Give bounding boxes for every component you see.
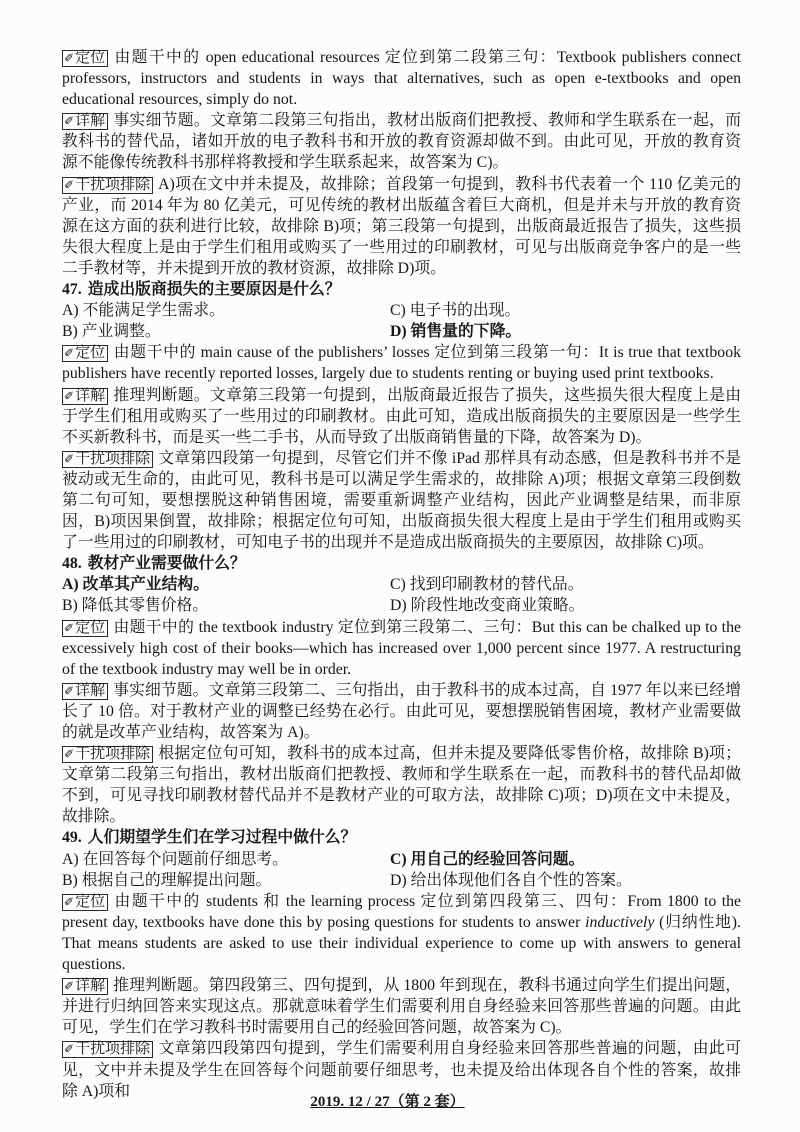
paragraph-text: 由题干中的 the textbook industry 定位到第三段第二、三句：But this can be chalked up to the excessively high cost of their books—which has increased over 1,000 percent since 1977. A restructuring of the textbook industry may well be in order. bbox=[62, 618, 741, 678]
locate-label bbox=[62, 345, 108, 362]
option-d: D) 给出体现他们各自个性的答案。 bbox=[390, 871, 632, 889]
question-stem bbox=[62, 553, 741, 574]
pencil-icon: ✐ bbox=[64, 683, 75, 698]
label-text: 详解 bbox=[75, 113, 106, 130]
paragraph-text: 事实细节题。文章第二段第三句指出，教材出版商们把教授、教师和学生联系在一起，而教科书的替代品，诸如开放的电子教科书和开放的教育资源却做不到。由此可见，开放的教育资源不能像传统教科书那样将教授和学生联系起来，故答案为 C)。 bbox=[62, 112, 741, 172]
option-c: C) 用自己的经验回答问题。 bbox=[390, 850, 585, 868]
question-number: 47. bbox=[62, 281, 82, 299]
question-stem bbox=[62, 279, 741, 300]
label-text: 干扰项排除 bbox=[75, 1041, 151, 1058]
question-number: 49. bbox=[62, 829, 82, 847]
paragraph-text: 由题干中的 students 和 the learning process 定位到第四段第三、四句：From 1800 to the present day, textbooks have done this by posing questions for students to answer bbox=[62, 892, 741, 931]
distractor-paragraph bbox=[62, 743, 741, 827]
option-d: D) 阶段性地改变商业策略。 bbox=[390, 597, 585, 615]
options bbox=[62, 849, 741, 891]
italic-term: inductively bbox=[585, 913, 655, 931]
label-text: 详解 bbox=[75, 387, 106, 404]
label-text: 干扰项排除 bbox=[75, 176, 151, 193]
paragraph-text: 推理判断题。文章第三段第一句提到，出版商最近报告了损失，这些损失很大程度上是由于学生们租用或购买了一些用过的印刷教材。由此可知，造成出版商损失的主要原因是一些学生不买新教科书，而是买一些二手书，从而导致了出版商销售量的下降，故答案为 D)。 bbox=[62, 386, 741, 446]
locate-paragraph bbox=[62, 617, 741, 680]
label-text: 定位 bbox=[75, 345, 106, 362]
question-text: 造成出版商损失的主要原因是什么？ bbox=[87, 281, 341, 299]
pencil-icon: ✐ bbox=[64, 979, 75, 994]
explain-paragraph bbox=[62, 975, 741, 1038]
option-c: C) 找到印刷教材的替代品。 bbox=[390, 576, 584, 594]
option-b: B) 根据自己的理解提出问题。 bbox=[62, 871, 272, 889]
pencil-icon: ✐ bbox=[64, 747, 75, 762]
paragraph-text: 推理判断题。第四段第三、四句提到，从 1800 年到现在，教科书通过向学生们提出问题，并进行归纳回答来实现这点。那就意味着学生们需要利用自身经验来回答那些普遍的问题。由此可见，学生们在学习教科书时需要用自己的经验回答问题，故答案为 C)。 bbox=[62, 977, 741, 1037]
pencil-icon: ✐ bbox=[64, 620, 75, 635]
locate-label bbox=[62, 894, 108, 911]
paragraph-text: 由题干中的 open educational resources 定位到第二段第三句：Textbook publishers connect professors, instructors and students in ways that alternatives, such as open e-textbooks and open educational resources, simply do not. bbox=[62, 49, 741, 109]
distractor-label bbox=[62, 746, 153, 763]
pencil-icon: ✐ bbox=[64, 177, 75, 192]
question-number: 48. bbox=[62, 555, 82, 573]
locate-paragraph bbox=[62, 891, 741, 975]
distractor-label bbox=[62, 177, 153, 194]
options bbox=[62, 300, 741, 342]
explain-label bbox=[62, 113, 108, 130]
pencil-icon: ✐ bbox=[64, 51, 75, 65]
paragraph-text: 由题干中的 main cause of the publishers’ losses 定位到第三段第一句：It is true that textbook publishers have recently reported losses, largely due to students renting or buying used print textbooks. bbox=[62, 344, 741, 383]
paragraph-text: 事实细节题。文章第三段第二、三句指出，由于教科书的成本过高，自 1977 年以来已经增长了 10 倍。对于教材产业的调整已经势在必行。由此可见，要想摆脱销售困境，教材产业需要做的就是改革产业结构，故答案为 A)。 bbox=[62, 681, 741, 741]
distractor-label bbox=[62, 451, 153, 468]
option-b: B) 降低其零售价格。 bbox=[62, 597, 209, 615]
explain-label bbox=[62, 388, 108, 405]
pencil-icon: ✐ bbox=[64, 451, 75, 466]
label-text: 干扰项排除 bbox=[75, 746, 151, 763]
option-d: D) 销售量的下降。 bbox=[390, 323, 522, 341]
paragraph-text-continued: (归纳性地). That means students are asked to use their individual experience to come up with answers to general questions. bbox=[62, 913, 742, 974]
distractor-label bbox=[62, 1041, 153, 1058]
explain-label bbox=[62, 683, 108, 700]
label-text: 干扰项排除 bbox=[75, 450, 151, 467]
option-c: C) 电子书的出现。 bbox=[390, 302, 521, 320]
question-stem bbox=[62, 827, 741, 848]
option-a: A) 在回答每个问题前仔细思考。 bbox=[62, 850, 288, 868]
explain-paragraph bbox=[62, 110, 741, 173]
explain-paragraph bbox=[62, 680, 741, 743]
pencil-icon: ✐ bbox=[64, 346, 75, 361]
paragraph-text: 根据定位句可知，教科书的成本过高，但并未提及要降低零售价格，故排除 B)项；文章第二段第三句指出，教材出版商们把教授、教师和学生联系在一起，而教科书的替代品却做不到，可见寻找印刷教材替代品并不是教材产业的可取方法，故排除 C)项；D)项在文中未提及，故排除。 bbox=[62, 745, 741, 826]
distractor-paragraph bbox=[62, 448, 741, 553]
explain-paragraph bbox=[62, 385, 741, 448]
locate-label bbox=[62, 50, 108, 67]
question-text: 教材产业需要做什么？ bbox=[87, 555, 246, 573]
page-content bbox=[62, 47, 742, 1100]
paragraph-text: 文章第四段第四句提到，学生们需要利用自身经验来回答那些普遍的问题，由此可见，文中并未提及学生在回答每个问题前要仔细思考，也未提及给出体现各自个性的答案，故排除 A)项和 bbox=[62, 1040, 741, 1100]
label-text: 定位 bbox=[75, 619, 106, 636]
question-text: 人们期望学生们在学习过程中做什么？ bbox=[87, 829, 357, 847]
option-a: A) 改革其产业结构。 bbox=[62, 576, 209, 594]
pencil-icon: ✐ bbox=[64, 894, 75, 909]
pencil-icon: ✐ bbox=[64, 1042, 75, 1057]
option-a: A) 不能满足学生需求。 bbox=[62, 302, 225, 320]
option-b: B) 产业调整。 bbox=[62, 323, 161, 341]
distractor-paragraph bbox=[62, 174, 741, 279]
label-text: 定位 bbox=[75, 50, 106, 66]
locate-paragraph bbox=[62, 47, 741, 110]
paragraph-text: 文章第四段第一句提到，尽管它们并不像 iPad 那样具有动态感，但是教科书并不是被动或无生命的，由此可见，教科书是可以满足学生需求的，故排除 A)项；根据文章第三段倒数第二句可知，要想摆脱这种销售困境，需要重新调整产业结构，因此产业调整是结果，而非原因，B)项因果倒置，故排除；根据定位句可知，出版商损失很大程度上是由于学生们租用或购买了一些用过的印刷教材，可知电子书的出现并不是造成出版商损失的主要原因，故排除 C)项。 bbox=[62, 449, 741, 552]
locate-paragraph bbox=[62, 342, 741, 384]
locate-label bbox=[62, 620, 108, 637]
page-footer: 2019. 12 / 27（第 2 套） bbox=[310, 1094, 465, 1110]
label-text: 详解 bbox=[75, 682, 106, 699]
pencil-icon: ✐ bbox=[64, 114, 75, 129]
label-text: 详解 bbox=[75, 978, 106, 995]
options bbox=[62, 574, 741, 616]
paragraph-text: A)项在文中并未提及，故排除；首段第一句提到，教科书代表着一个 110 亿美元的产业，而 2014 年为 80 亿美元，可见传统的教材出版蕴含着巨大商机，但是并未与开放的教育资源在这方面的获利进行比较，故排除 B)项；第三段第一句提到，出版商最近报告了损失，这些损失很大程度上是由于学生们租用或购买了一些用过的印刷教材，可见与出版商竞争客户的是一些二手教材等，并未提到开放的教材资源，故排除 D)项。 bbox=[62, 175, 741, 277]
label-text: 定位 bbox=[75, 893, 106, 910]
pencil-icon: ✐ bbox=[64, 388, 75, 403]
explain-label bbox=[62, 978, 108, 995]
